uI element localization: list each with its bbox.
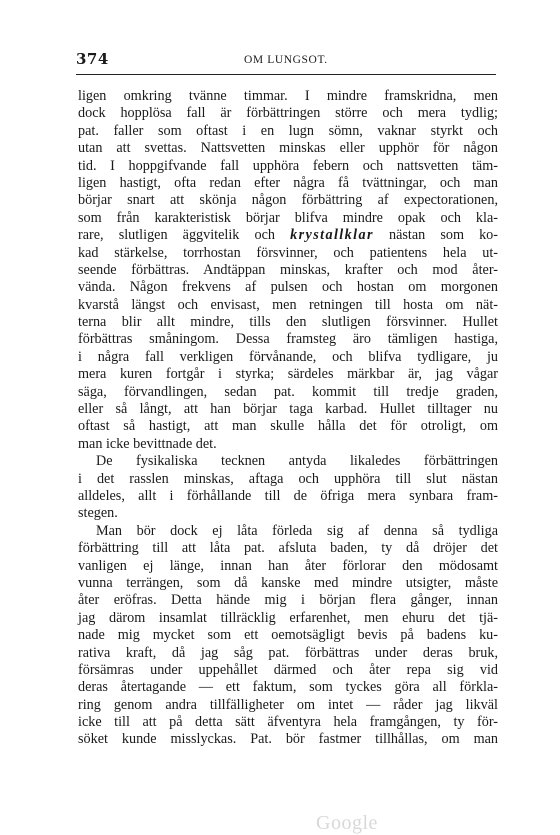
text-line: mera kuren fortgår i styrka; särdeles märkbar är, jag vågar (78, 366, 498, 383)
emphasized-word: krystallklar (290, 227, 374, 244)
text-line: kad stärkelse, torrhostan försvinner, och patientens hela ut- (78, 244, 498, 261)
text-line: stegen. (78, 505, 118, 522)
running-title: OM LUNGSOT. (244, 54, 328, 66)
text-line: seende förbättras. Andtäppan minskas, krafter och mod åter- (78, 261, 498, 278)
text-line: ligen omkring tvänne timmar. I mindre framskridna, men (78, 88, 498, 104)
text-line: i det rasslen minskas, aftaga och upphöra till slut nästan (78, 470, 498, 487)
text-line: tid. I hoppgifvande fall upphöra febern och nattsvetten täm- (78, 157, 498, 174)
text-line: som från karakteristisk börjar blifva mindre opak och kla- (78, 209, 498, 226)
text-line: ring genom andra tillfälligheter om intet — råder jag likväl (78, 696, 498, 713)
text-line: alldeles, allt i förhållande till de öfriga mera synbara fram- (78, 487, 498, 504)
text-line: kvarstå längst och envisast, men retningen till hosta om nät- (78, 296, 498, 313)
text-line: i några fall verkligen förvånande, och blifva tydligare, ju (78, 348, 498, 365)
text-segment: nästan som ko- (373, 227, 498, 244)
text-line: söket kunde misslyckas. Pat. bör fastmer tillhållas, om man (78, 731, 498, 748)
paragraph-2 (78, 453, 498, 523)
body-text (78, 88, 498, 749)
scan-watermark: Google (316, 812, 378, 834)
text-line: utan att svettas. Nattsvetten minskas eller upphör för någon (78, 140, 498, 157)
text-line: pat. faller som oftast i en lugn sömn, vaknar styrkt och (78, 122, 498, 139)
text-line: rativa kraft, då jag såg pat. förbättras under deras bruk, (78, 644, 498, 661)
text-line: förbättring till att låta pat. afsluta baden, ty då dröjer det (78, 540, 498, 557)
paragraph-3 (78, 523, 498, 749)
text-line: förbättras småningom. Dessa framsteg äro tämligen hastiga, (78, 331, 498, 348)
text-segment: rare, slutligen äggvitelik och (78, 227, 291, 244)
text-line: man icke bevittnade det. (78, 435, 217, 452)
text-line: icke till att på detta sätt äfventyra hela framgången, ty för- (78, 714, 498, 731)
page-number: 374 (76, 50, 109, 68)
text-line: eller så långt, att han börjar taga karbad. Hullet tilltager nu (78, 401, 498, 418)
text-line: nade mig mycket som ett oemotsägligt bevis på badens ku- (78, 627, 498, 644)
text-line: börjar snart att skönja någon förbättring af expectorationen, (78, 192, 498, 209)
text-line: vända. Någon frekvens af pulsen och hostan om morgonen (78, 279, 498, 296)
text-line: jag därom insamlat tillräcklig erfarenhet, men ehuru det tjä- (78, 609, 498, 626)
text-line: ligen hastigt, ofta redan efter några få tvättningar, och man (78, 174, 498, 191)
text-line: vunna terrängen, som då kanske med mindre utsigter, måste (78, 574, 498, 591)
text-line: vanligen ej länge, innan han åter förlorar den mödosamt (78, 557, 498, 574)
text-line: säga, förvandlingen, sedan pat. kommit till tredje graden, (78, 383, 498, 400)
text-line: Man bör dock ej låta förleda sig af denna så tydliga (96, 522, 498, 539)
text-line: försämras under uppehållet därmed och åter repa sig vid (78, 661, 498, 678)
text-line: terna blir allt mindre, tills den slutligen försvinner. Hullet (78, 314, 498, 331)
text-line: deras återtagande — ett faktum, som tyckes göra all förkla- (78, 679, 498, 696)
page-header (76, 50, 496, 75)
text-line: åter eröfras. Detta hände mig i början flera gånger, innan (78, 592, 498, 609)
text-line-with-emphasis (78, 227, 498, 244)
paragraph-1 (78, 88, 498, 453)
text-line: oftast så hastigt, att man skulle hålla det för otroligt, om (78, 418, 498, 435)
text-line: dock hopplösa fall är förbättringen större och mera tydlig; (78, 105, 498, 122)
text-line: De fysikaliska tecknen antyda likaledes förbättringen (96, 453, 498, 470)
